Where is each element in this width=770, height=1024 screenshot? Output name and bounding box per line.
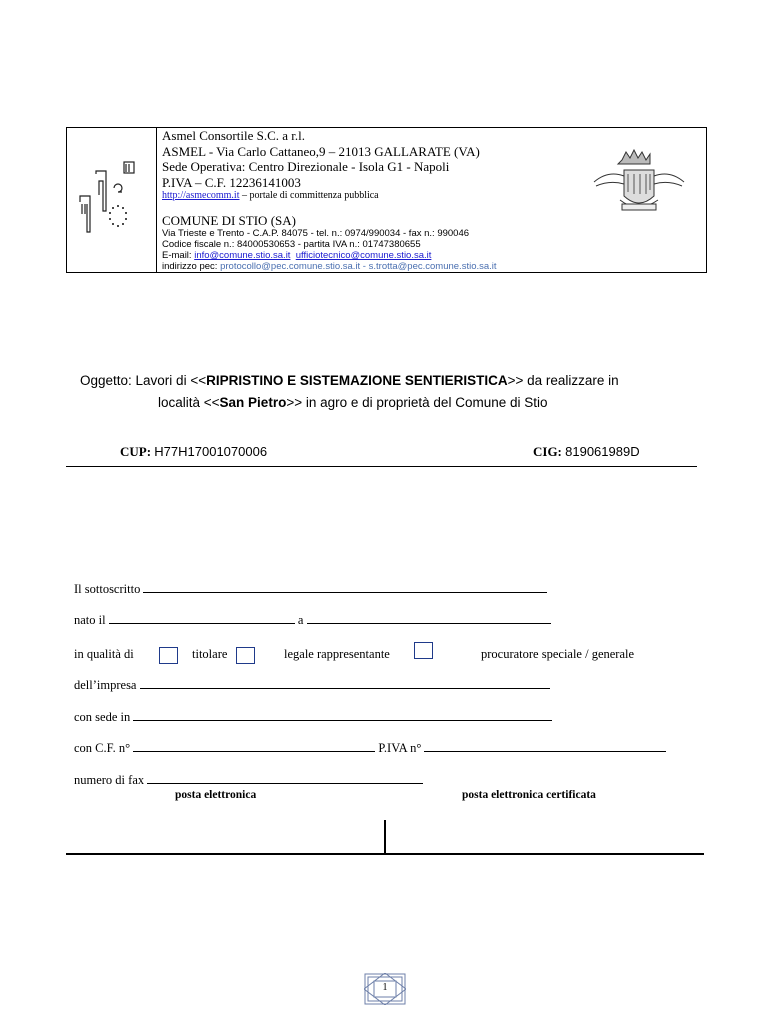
birth-place-label: a (297, 613, 304, 627)
email-link-info[interactable]: info@comune.stio.sa.it (194, 250, 291, 261)
email-pec-rule (66, 853, 704, 855)
email-link-tecnico[interactable]: ufficiotecnico@comune.stio.sa.it (295, 250, 432, 261)
subject-place: San Pietro (219, 395, 287, 410)
subject-title: RIPRISTINO E SISTEMAZIONE SENTIERISTICA (206, 373, 508, 388)
checkbox-titolare[interactable] (159, 647, 178, 664)
consortium-name: Asmel Consortile S.C. a r.l. (162, 128, 305, 143)
cig-value: 819061989D (565, 444, 640, 459)
email-line (162, 250, 431, 261)
legale-rappresentante-label: legale rappresentante (284, 647, 390, 661)
titolare-label: titolare (192, 647, 228, 661)
sede-label: con sede in (74, 710, 131, 724)
cf-field[interactable] (133, 741, 375, 752)
fax-field[interactable] (147, 773, 423, 784)
sottoscritto-field[interactable] (143, 582, 547, 593)
impresa-field[interactable] (140, 678, 550, 689)
sottoscritto-label: Il sottoscritto (74, 582, 141, 596)
cup-value: H77H17001070006 (154, 444, 268, 459)
fax-label: numero di fax (74, 773, 145, 787)
pec-link-protocollo[interactable]: protocollo@pec.comune.stio.sa.it (220, 261, 361, 272)
asmel-address: ASMEL - Via Carlo Cattaneo,9 – 21013 GALLARATE (VA) (162, 144, 480, 159)
impresa-label: dell’impresa (74, 678, 137, 692)
subject-line-1 (80, 373, 619, 388)
birth-place-field[interactable] (307, 613, 551, 624)
comune-crest-icon (592, 146, 686, 218)
cig-label: CIG: (533, 444, 562, 459)
pec-line (162, 261, 497, 272)
form-sottoscritto (74, 582, 547, 597)
operative-seat: Sede Operativa: Centro Direzionale - Isola G1 - Napoli (162, 159, 450, 174)
pec-field-label: posta elettronica certificata (462, 789, 596, 801)
pec-separator: - (360, 261, 369, 272)
page-number: 1 (382, 982, 388, 993)
subject-prefix: Oggetto: Lavori di << (80, 373, 207, 388)
asmel-vat: P.IVA – C.F. 12236141003 (162, 175, 301, 190)
checkbox-legale-rappresentante[interactable] (236, 647, 255, 664)
subject-line2-prefix: località << (158, 395, 220, 410)
email-label: E-mail: (162, 250, 195, 261)
comune-fiscal: Codice fiscale n.: 84000530653 - partita IVA n.: 01747380655 (162, 239, 421, 250)
subject-line2-suffix: >> in agro e di proprietà del Comune di Stio (286, 395, 548, 410)
procuratore-label: procuratore speciale / generale (481, 647, 635, 661)
form-qualita (74, 647, 134, 662)
cup-label: CUP: (120, 444, 152, 459)
piva-label: P.IVA n° (378, 741, 422, 755)
codes-rule (66, 466, 697, 467)
pec-field[interactable] (388, 820, 704, 852)
portal-line (162, 190, 379, 202)
pec-label: indirizzo pec: (162, 261, 221, 272)
posta-elettronica-label: posta elettronica (175, 789, 257, 801)
checkbox-procuratore[interactable] (414, 642, 433, 659)
form-impresa (74, 678, 550, 693)
cup-code (120, 444, 267, 460)
posta-elettronica-field[interactable] (66, 820, 382, 852)
comune-name: COMUNE DI STIO (SA) (162, 213, 296, 228)
cf-label: con C.F. n° (74, 741, 131, 755)
in-qualita-label: in qualità di (74, 647, 134, 661)
comune-address: Via Trieste e Trento - C.A.P. 84075 - tel. n.: 0974/990034 - fax n.: 990046 (162, 228, 470, 239)
form-sede (74, 710, 552, 725)
piva-field[interactable] (424, 741, 666, 752)
form-fax (74, 773, 423, 788)
letterhead-divider (156, 127, 157, 273)
asmel-logo-icon (78, 158, 140, 234)
form-cf-piva (74, 741, 666, 756)
portal-link[interactable]: http://asmecomm.it (162, 190, 240, 201)
birth-date-field[interactable] (109, 613, 295, 624)
subject-line-2 (158, 395, 548, 410)
email-pec-divider (384, 820, 386, 854)
portal-text: – portale di committenza pubblica (239, 190, 379, 201)
pec-link-trotta[interactable]: s.trotta@pec.comune.stio.sa.it (368, 261, 497, 272)
sede-field[interactable] (133, 710, 552, 721)
subject-middle: >> da realizzare in (507, 373, 619, 388)
form-nato (74, 613, 551, 628)
nato-il-label: nato il (74, 613, 106, 627)
cig-code (533, 444, 640, 460)
